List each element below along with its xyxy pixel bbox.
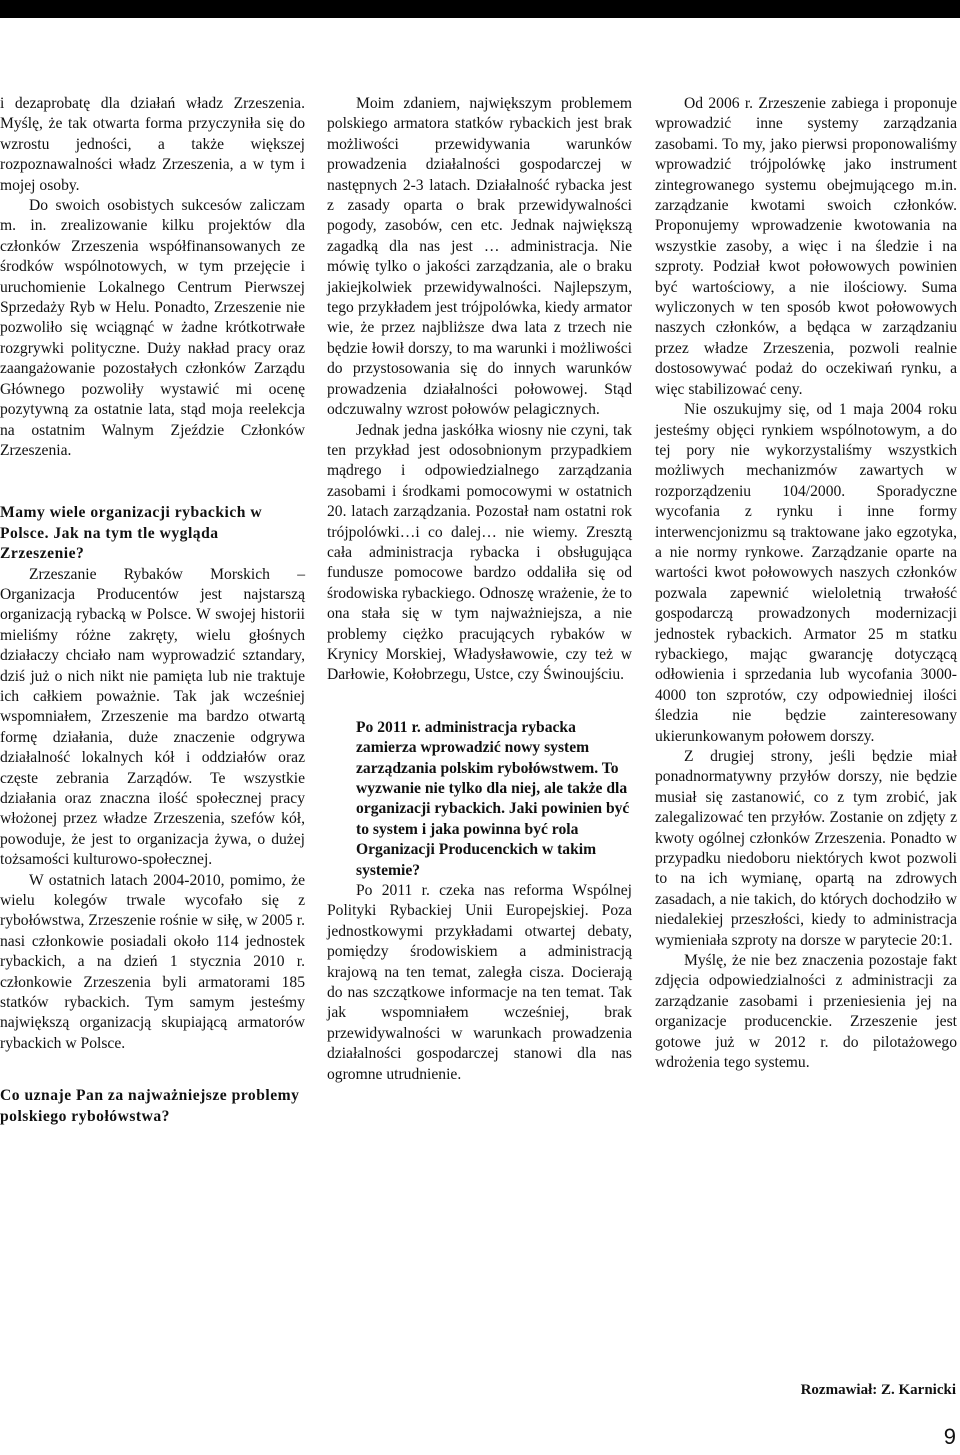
text-column-2 [327,94,632,1085]
paragraph: W ostatnich latach 2004-2010, pomimo, że wielu kolegów trwale wycofało się z rybołówstwa, Zrzeszenie rośnie w siłę, w 2005 r. nasi członkowie posiadali około 114 jednostek rybackich, a na dzień 1 stycznia 2010 r. członkowie Zrzeszenia byli armatorami 185 statków rybackich. Tym samym jesteśmy największą organizacją skupiającą armatorów rybackich w Polsce. [0,871,305,1052]
interview-question: Po 2011 r. administracja rybacka zamierza wprowadzić nowy system zarządzania polskim rybołówstwem. To wyzwanie nie tylko dla niej, ale także dla organizacji rybackich. Jaki powinien być to system i jaka powinna być rola Organizacji Producenckich w takim systemie? [356,718,630,879]
page-number: 9 [943,1424,956,1449]
paragraph: Po 2011 r. czeka nas reforma Wspólnej Polityki Rybackiej Unii Europejskiej. Poza jednostkowymi przykładami otwartej debaty, pomiędzy środowiskiem a administracją krajową na ten temat, zaległa cisza. Docierają do nas szczątkowe informacje na ten temat. Tak jak wspomniałem wcześniej, brak przewidywalności w warunkach prowadzenia działalności gospodarczej stanowi dla nas ogromne utrudnienie. [327,882,632,1083]
paragraph: Moim zdaniem, największym problemem polskiego armatora statków rybackich jest brak możliwości przewidywania warunków prowadzenia działalności gospodarczej w następnych 2-3 latach. Działalność rybacka jest z zasady oparta o brak przewidywalności pogody, zasobów, cen etc. Jednak największą zagadką dla nas jest … administracja. Nie mówię tylko o jakości zarządzania, ale o braku jakiejkolwiek przewidywalności. Najlepszym, tego przykładem jest trójpolówka, kiedy armator wie, że przez najbliższe dwa lata z trzech nie będzie łowił dorszy, to ma warunki i możliwości do przystosowania się do innych warunków prowadzenia działalności połowowej. Stąd odczuwalny wzrost połowów pelagicznych. [327,95,632,419]
paragraph: Myślę, że nie bez znaczenia pozostaje fakt zdjęcia odpowiedzialności z administracji za zarządzanie zasobami i przeniesienia jej na organizacje producenckie. Zrzeszenie jest gotowe już w 2012 r. do pilotażowego wdrożenia tego systemu. [655,952,957,1072]
interview-question: Mamy wiele organizacji rybackich w Polsce. Jak na tym tle wygląda Zrzeszenie? [0,504,263,563]
paragraph: Z drugiej strony, jeśli będzie miał ponadnormatywny przyłów dorszy, nie będzie musiał się zastanowić, co z tym zrobić, jak zalegalizować ten przyłów. Zostanie on zdjęty z kwoty ogólnej członków Zrzeszenia. Ponadto w przypadku niedoboru niektórych kwot pozwoli to na ich wymianę, opartą na zdrowych zasadach, a nie takich, do których dochodziło w niedalekiej przeszłości, kiedy to administracja wymieniała szproty na dorsze w parytecie 20:1. [655,748,957,949]
paragraph: Zrzeszanie Rybaków Morskich – Organizacja Producentów jest najstarszą organizacją rybacką w Polsce. W swojej historii mieliśmy różne zakręty, wielu głośnych działaczy chciało nam wyprowadzić sztandary, dziś już o nich nikt nie pamięta lub nie traktuje ich całkiem poważnie. Tak jak wcześniej wspomniałem, Zrzeszenie ma bardzo otwartą formę działania, duże znaczenie odgrywa działalność lokalnych kół i oddziałów oraz częste zebrania Zarządów. Te wszystkie działania oraz znaczna ilość społecznej pracy włożonej przez władze Zrzeszenia, szefów kół, powoduje, że jest to organizacja żywa, o dużej tożsamości kulturowo-społecznej. [0,565,305,869]
spacer [327,686,632,718]
spacer [0,461,305,503]
paragraph: Nie oszukujmy się, od 1 maja 2004 roku jesteśmy objęci rynkiem wspólnotowym, a do tej pory nie wykorzystaliśmy wszystkich możliwych mechanizmów zawartych w rozporządzeniu 104/2000. Sporadyczne wycofania z rynku i inne formy interwencjonizmu są traktowane jako egzotyka, a nie normy rynkowe. Zarządzanie oparte na wartości kwot połowowych naszych członków pozwala zapewnić wieloletnią trwałość gospodarczą prowadzonych modernizacji jednostek rybackich. Armator 25 m statku rybackiego, mając gwarancję dotyczącą odłowienia i sprzedania lub wycofania 3000-4000 ton szprotów, czy odpowiedniej ilości śledzia nie będzie zainteresowany ukierunkowanym połowem dorszy. [655,401,957,745]
interview-question: Co uznaje Pan za najważniejsze problemy polskiego rybołówstwa? [0,1087,300,1125]
text-column-3 [655,94,957,1074]
top-black-bar [0,0,960,18]
spacer [0,1054,305,1086]
paragraph: i dezaprobatę dla działań władz Zrzeszenia. Myślę, że tak otwarta forma przyczyniła się do wzrostu jedności, a także większej rozpoznawalności władz Zrzeszenia, a w tym i mojej osoby. [0,95,305,194]
paragraph: Do swoich osobistych sukcesów zaliczam m. in. zrealizowanie kilku projektów dla członków Zrzeszenia współfinansowanych ze środków wspólnotowych, w tym przejęcie i uruchomienie Lokalnego Centrum Pierwszej Sprzedaży Ryb w Helu. Ponadto, Zrzeszenie nie pozwoliło się wciągnąć w żadne krótkotrwałe rozgrywki polityczne. Duży nakład pracy oraz zaangażowanie pozostałych członków Zarządu Głównego pozwoliły wystawić mi ocenę pozytywną za ostatnie lata, stąd moja reelekcja na ostatnim Walnym Zjeździe Członków Zrzeszenia. [0,197,305,459]
text-column-1 [0,94,305,1127]
byline: Rozmawiał: Z. Karnicki [800,1382,956,1398]
paragraph: Jednak jedna jaskółka wiosny nie czyni, tak ten przykład jest odosobnionym przypadkiem mądrego i odpowiedzialnego zarządzania zasobami i środkami pomocowymi w ostatnich 20. latach zarządzania. Pozostał nam ostatni rok trójpolówki…i co dalej… nie wiemy. Zresztą cała administracja rybacka i obsługująca fundusze pomocowe bardzo oddaliła się od środowiska rybackiego. Odnoszę wrażenie, że to ona stała się w tym najważniejsza, a nie problemy ciężko pracujących rybaków w Krynicy Morskiej, Władysławowie, czy też w Darłowie, Kołobrzegu, Ustce, czy Świnoujściu. [327,421,632,684]
paragraph: Od 2006 r. Zrzeszenie zabiega i proponuje wprowadzić inne systemy zarządzania zasobami. To my, jako pierwsi proponowaliśmy wprowadzić trójpolówkę jako instrument zintegrowanego systemu obejmującego m.in. zarządzanie kwotami swoich członków. Proponujemy wprowadzenie kwotowania na wszystkie zasoby, a więc i na śledzie i na szproty. Podział kwot połowowych powinien być wartościowy, a nie ilościowy. Suma wyliczonych w ten sposób kwot połowowych naszych członków, a będąca w zarządzaniu przez władze Zrzeszenia, pozwoli realnie dostosowywać podaż do oczekiwań rynku, a więc stabilizować ceny. [655,95,957,398]
